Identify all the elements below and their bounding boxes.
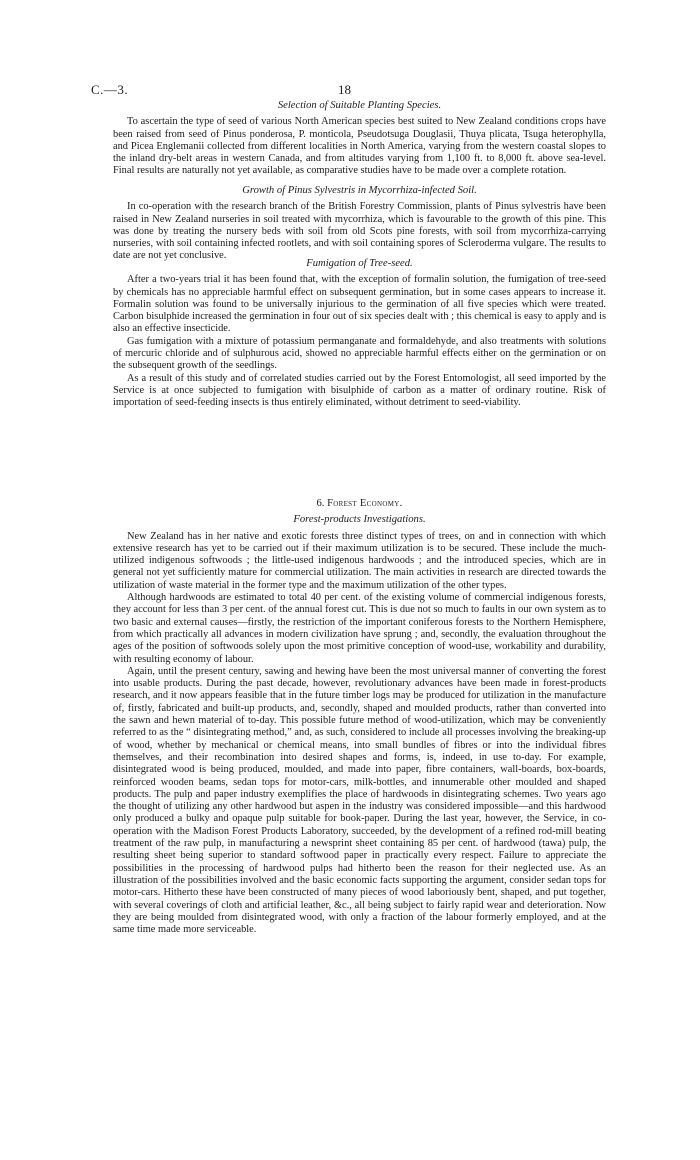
paragraph: Although hardwoods are estimated to total 40 per cent. of the existing volume of commercial indigenous forests, they account for less than 3 per cent. of the annual forest cut. This is due not so much to faults in our own system as to two basic and external causes—firstly, the restriction of the important coniferous forests to the Northern Hemisphere, from which practically all advances in modern civilization have sprung ; and, secondly, the evaluation throughout the ages of the position of softwoods solely upon the most primitive conception of wood-use, workability and durability, with resulting economy of labour.	[113, 592, 606, 665]
section-subheading: Forest-products Investigations.	[293, 514, 426, 526]
section-title-text: Forest Economy.	[327, 498, 403, 509]
paragraph: As a result of this study and of correlated studies carried out by the Forest Entomologist, all seed imported by the Service is at once subjected to fumigation with bisulphide of carbon as a matter of ordinary routine. Risk of importation of seed-feeding insects is thus entirely eliminated, without detriment to seed-viability.	[113, 372, 606, 409]
page-number: 18	[338, 82, 351, 97]
paragraph: New Zealand has in her native and exotic forests three distinct types of trees, on and in connection with which extensive research has yet to be carried out if their maximum utilization is to be secured. These include the much-utilized indigenous softwoods ; the little-used indigenous hardwoods ; and the introduced species, which are in general not yet sufficiently mature for commercial utilization. The main activities in research are directed towards the utilization of waste material in the former type and the maximum utilization of the other types.	[113, 530, 606, 591]
section-title	[113, 498, 606, 510]
paragraph: In co-operation with the research branch of the British Forestry Commission, plants of Pinus sylvestris have been raised in New Zealand nurseries in soil treated with mycorrhiza, which is favourable to the growth of this pine. This was done by treating the nursery beds with soil from old Scots pine forests, with soil from mycorrhiza-carrying nurseries, with soil containing infected rootlets, and with soil containing spores of Scleroderma vulgare. The results to date are not yet conclusive.	[113, 201, 606, 262]
section-planting-species	[113, 100, 606, 178]
section-mycorrhiza	[113, 185, 606, 263]
section-heading: Growth of Pinus Sylvestris in Mycorrhiza-infected Soil.	[242, 185, 477, 196]
paragraph: Again, until the present century, sawing and hewing have been the most universal manner of converting the forest into usable products. During the past decade, however, revolutionary advances have been made in forest-products research, and it now appears feasible that in the future timber logs may be produced for utilization in the manufacture of, firstly, fabricated and built-up products, and, secondly, shaped and moulded products, rather than converted into the sawn and hewn material of to-day. This possible future method of wood-utilization, which may be conveniently referred to as the “ disintegrating method,” and, as such, considered to include all processes involving the breaking-up of wood, whether by mechanical or chemical means, into small bundles of fibres or into the individual fibres themselves, and their recombination into desired shapes and forms, is, indeed, in use to-day. For example, disintegrated wood is being produced, moulded, and made into paper, fibre containers, wall-boards, box-boards, reinforced wooden beams, sedan tops for motor-cars, milk-bottles, and innumerable other moulded and shaped products. The pulp and paper industry exemplifies the place of hardwoods in disintegrating schemes. Two years ago the thought of utilizing any other hardwood but aspen in the industry was considered impossible—and this hardwood only produced a bulky and opaque pulp suitable for book-paper. During the last year, however, the Service, in co-operation with the Madison Forest Products Laboratory, succeeded, by the development of a refined rod-mill beating treatment of the raw pulp, in manufacturing a newsprint sheet containing 85 per cent. of hardwood (tawa) pulp, the resulting sheet being superior to standard softwood paper in practically every respect. Failure to appreciate the possibilities in the processing of hardwood pulps had hitherto been the reason for their neglected use. As an illustration of the possibilities involved and the basic economic facts supporting the argument, consider sedan tops for motor-cars. Hitherto these have been constructed of many pieces of wood laboriously bent, shaped, and put together, with several coverings of cloth and artificial leather, &c., all being subject to fairly rapid wear and deterioration. Now they are being moulded from disintegrated wood, with only a fraction of the labour formerly employed, and at the same time made more serviceable.	[113, 665, 606, 936]
document-code: C.—3.	[91, 82, 129, 97]
section-heading: Fumigation of Tree-seed.	[306, 258, 413, 269]
paragraph: Gas fumigation with a mixture of potassium permanganate and formaldehyde, and also treatments with solutions of mercuric chloride and of sulphurous acid, showed no appreciable harmful effects either on the germination or on the subsequent growth of the seedlings.	[113, 335, 606, 372]
section-number: 6.	[316, 498, 325, 509]
paragraph: After a two-years trial it has been found that, with the exception of formalin solution, the fumigation of tree-seed by chemicals has no appreciable harmful effect on subsequent germination, but in some cases appears to increase it. Formalin solution was found to be universally injurious to the germination of all five species which were treated. Carbon bisulphide increased the germination in four out of six species dealt with ; this chemical is easy to apply and is also an effective insecticide.	[113, 274, 606, 335]
section-fumigation	[113, 258, 606, 410]
section-heading: Selection of Suitable Planting Species.	[277, 100, 442, 111]
section-forest-economy	[113, 498, 606, 936]
paragraph: To ascertain the type of seed of various North American species best suited to New Zealand conditions crops have been raised from seed of Pinus ponderosa, P. monticola, Pseudotsuga Douglasii, Thuya plicata, Tsuga heterophylla, and Picea Englemanii collected from different localities in North America, varying from the western coastal slopes to the inland dry-belt areas in western Canada, and from altitudes varying from 1,100 ft. to 8,000 ft. above sea-level. Final results are naturally not yet available, as comparative studies have to be made over a complete rotation.	[113, 116, 606, 177]
